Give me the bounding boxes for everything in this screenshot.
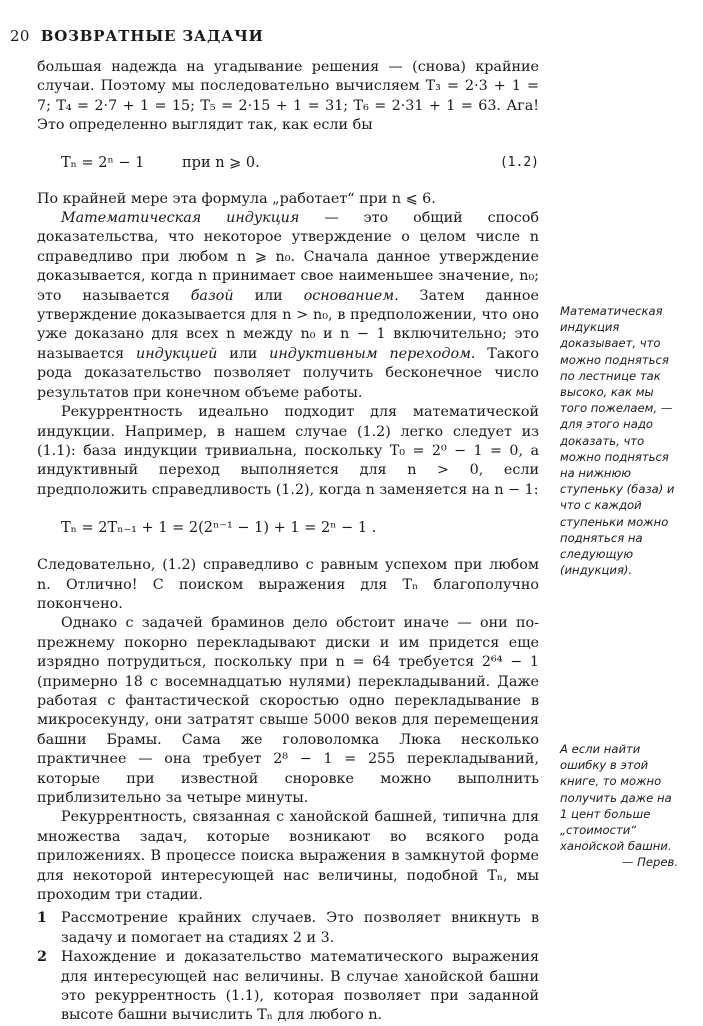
list-item — [37, 948, 539, 1026]
list-item-number: 2 — [37, 949, 47, 966]
margin-note-translator — [560, 741, 678, 871]
stages-list — [37, 909, 539, 1025]
paragraph-1: большая надежда на угадывание решения — (снова) крайние случаи. Поэтому мы последовательно вычисляем T₃ = 2·3 + 1 = 7; T₄ = 2·7 + 1 = 15; T₅ = 2·15 + 1 = 31; T₆ = 2·31 + 1 = 63. Ага! Это определенно выглядит так, как если бы — [37, 59, 539, 134]
list-item — [37, 909, 539, 948]
paragraph-4: Рекуррентность идеально подходит для математической индукции. Например, в нашем случае (1.2) легко следует из (1.1): база индукции тривиальна, поскольку T₀ = 2⁰ − 1 = 0, а индуктивный переход выполняется для n > 0, если предположить справедливость (1.2), когда n заменяется на n − 1: — [37, 404, 539, 498]
term-inductive-step: индуктивным переходом. — [269, 345, 476, 362]
formula-1-2 — [37, 146, 539, 180]
list-item-text: Нахождение и доказательство математического выражения для интересующей нас величины. В случае ханойской башни это рекуррентность (1.1), которая позволяет при заданной высоте башни вычислить Tₙ для любого n. — [61, 949, 539, 1024]
formula-lhs: Tₙ = 2ⁿ − 1 — [61, 154, 145, 171]
main-text — [37, 58, 539, 1026]
term-induction-step: индукцией — [136, 345, 218, 362]
margin-note-signature: — Перев. — [621, 855, 678, 870]
margin-note-text: А если найти ошибку в этой книге, то можно получить даже на 1 цент больше „стоимости“ ханойской башни. — [560, 742, 672, 854]
paragraph-7: Рекуррентность, связанная с ханойской башней, типична для множества задач, которые возникают во всякого рода приложениях. В процессе поиска выражения в замкнутой форме для некоторой интересующей нас величины, подобной Tₙ, мы проходим три стадии. — [37, 809, 539, 904]
paragraph-2: По крайней мере эта формула „работает“ при n ⩽ 6. — [37, 190, 436, 207]
paragraph-6: Однако с задачей браминов дело обстоит иначе — они по-прежнему покорно перекладывают диски и им придется еще изрядно потрудиться, поскольку при n = 64 требуется 2⁶⁴ − 1 (примерно 18 с восемнадцатью нулями) перекладываний. Даже работая с фантастической скоростью одно перекладывание в микросекунду, они затратят свыше 5000 веков для перемещения башни Брамы. Сама же головоломка Люка несколько практичнее — она требует 2⁸ − 1 = 255 перекладываний, которые при известной сноровке можно выполнить приблизительно за четыре минуты. — [37, 615, 539, 806]
formula-condition: при n ⩾ 0. — [182, 154, 260, 171]
list-item-number: 1 — [37, 910, 47, 927]
term-base: базой — [190, 287, 234, 304]
paragraph-induction: Математическая индукция — это общий способ доказательства, что некоторое утверждение о целом числе n справедливо при любом n ⩾ n₀. Сначала данное утверждение доказывается, когда n принимает свое наименьшее значение, n₀; это называется базой или основанием. Затем данное утверждение доказывается для n > n₀, в предположении, что оно уже доказано для всех n между n₀ и n − 1 включительно; это называется индукцией или индуктивным переходом. Такого рода доказательство позволяет получить бесконечное число результатов при конечном объеме работы. — [37, 210, 540, 401]
margin-note-induction: Математическая индукция доказывает, что можно подняться по лестнице так высоко, как мы того пожелаем, — для этого надо доказать, что можно подняться на нижнюю ступеньку (база) и что с каждой ступеньки можно подняться на следующую (индукция). — [560, 304, 675, 578]
list-item-text: Рассмотрение крайних случаев. Это позволяет вникнуть в задачу и помогает на стадиях 2 и 3. — [61, 910, 539, 946]
equation-number: (1.2) — [499, 154, 539, 170]
term-basis: основанием. — [303, 287, 399, 304]
paragraph-5: Следовательно, (1.2) справедливо с равным успехом при любом n. Отлично! С поиском выражения для Tₙ благополучно покончено. — [37, 557, 539, 612]
formula-induction-step: Tₙ = 2Tₙ₋₁ + 1 = 2(2ⁿ⁻¹ − 1) + 1 = 2ⁿ − 1 . — [61, 520, 377, 537]
chapter-title: ВОЗВРАТНЫЕ ЗАДАЧИ — [40, 27, 264, 45]
running-head — [10, 27, 264, 45]
page-number: 20 — [10, 27, 30, 45]
term-induction: Математическая индукция — [61, 210, 300, 227]
